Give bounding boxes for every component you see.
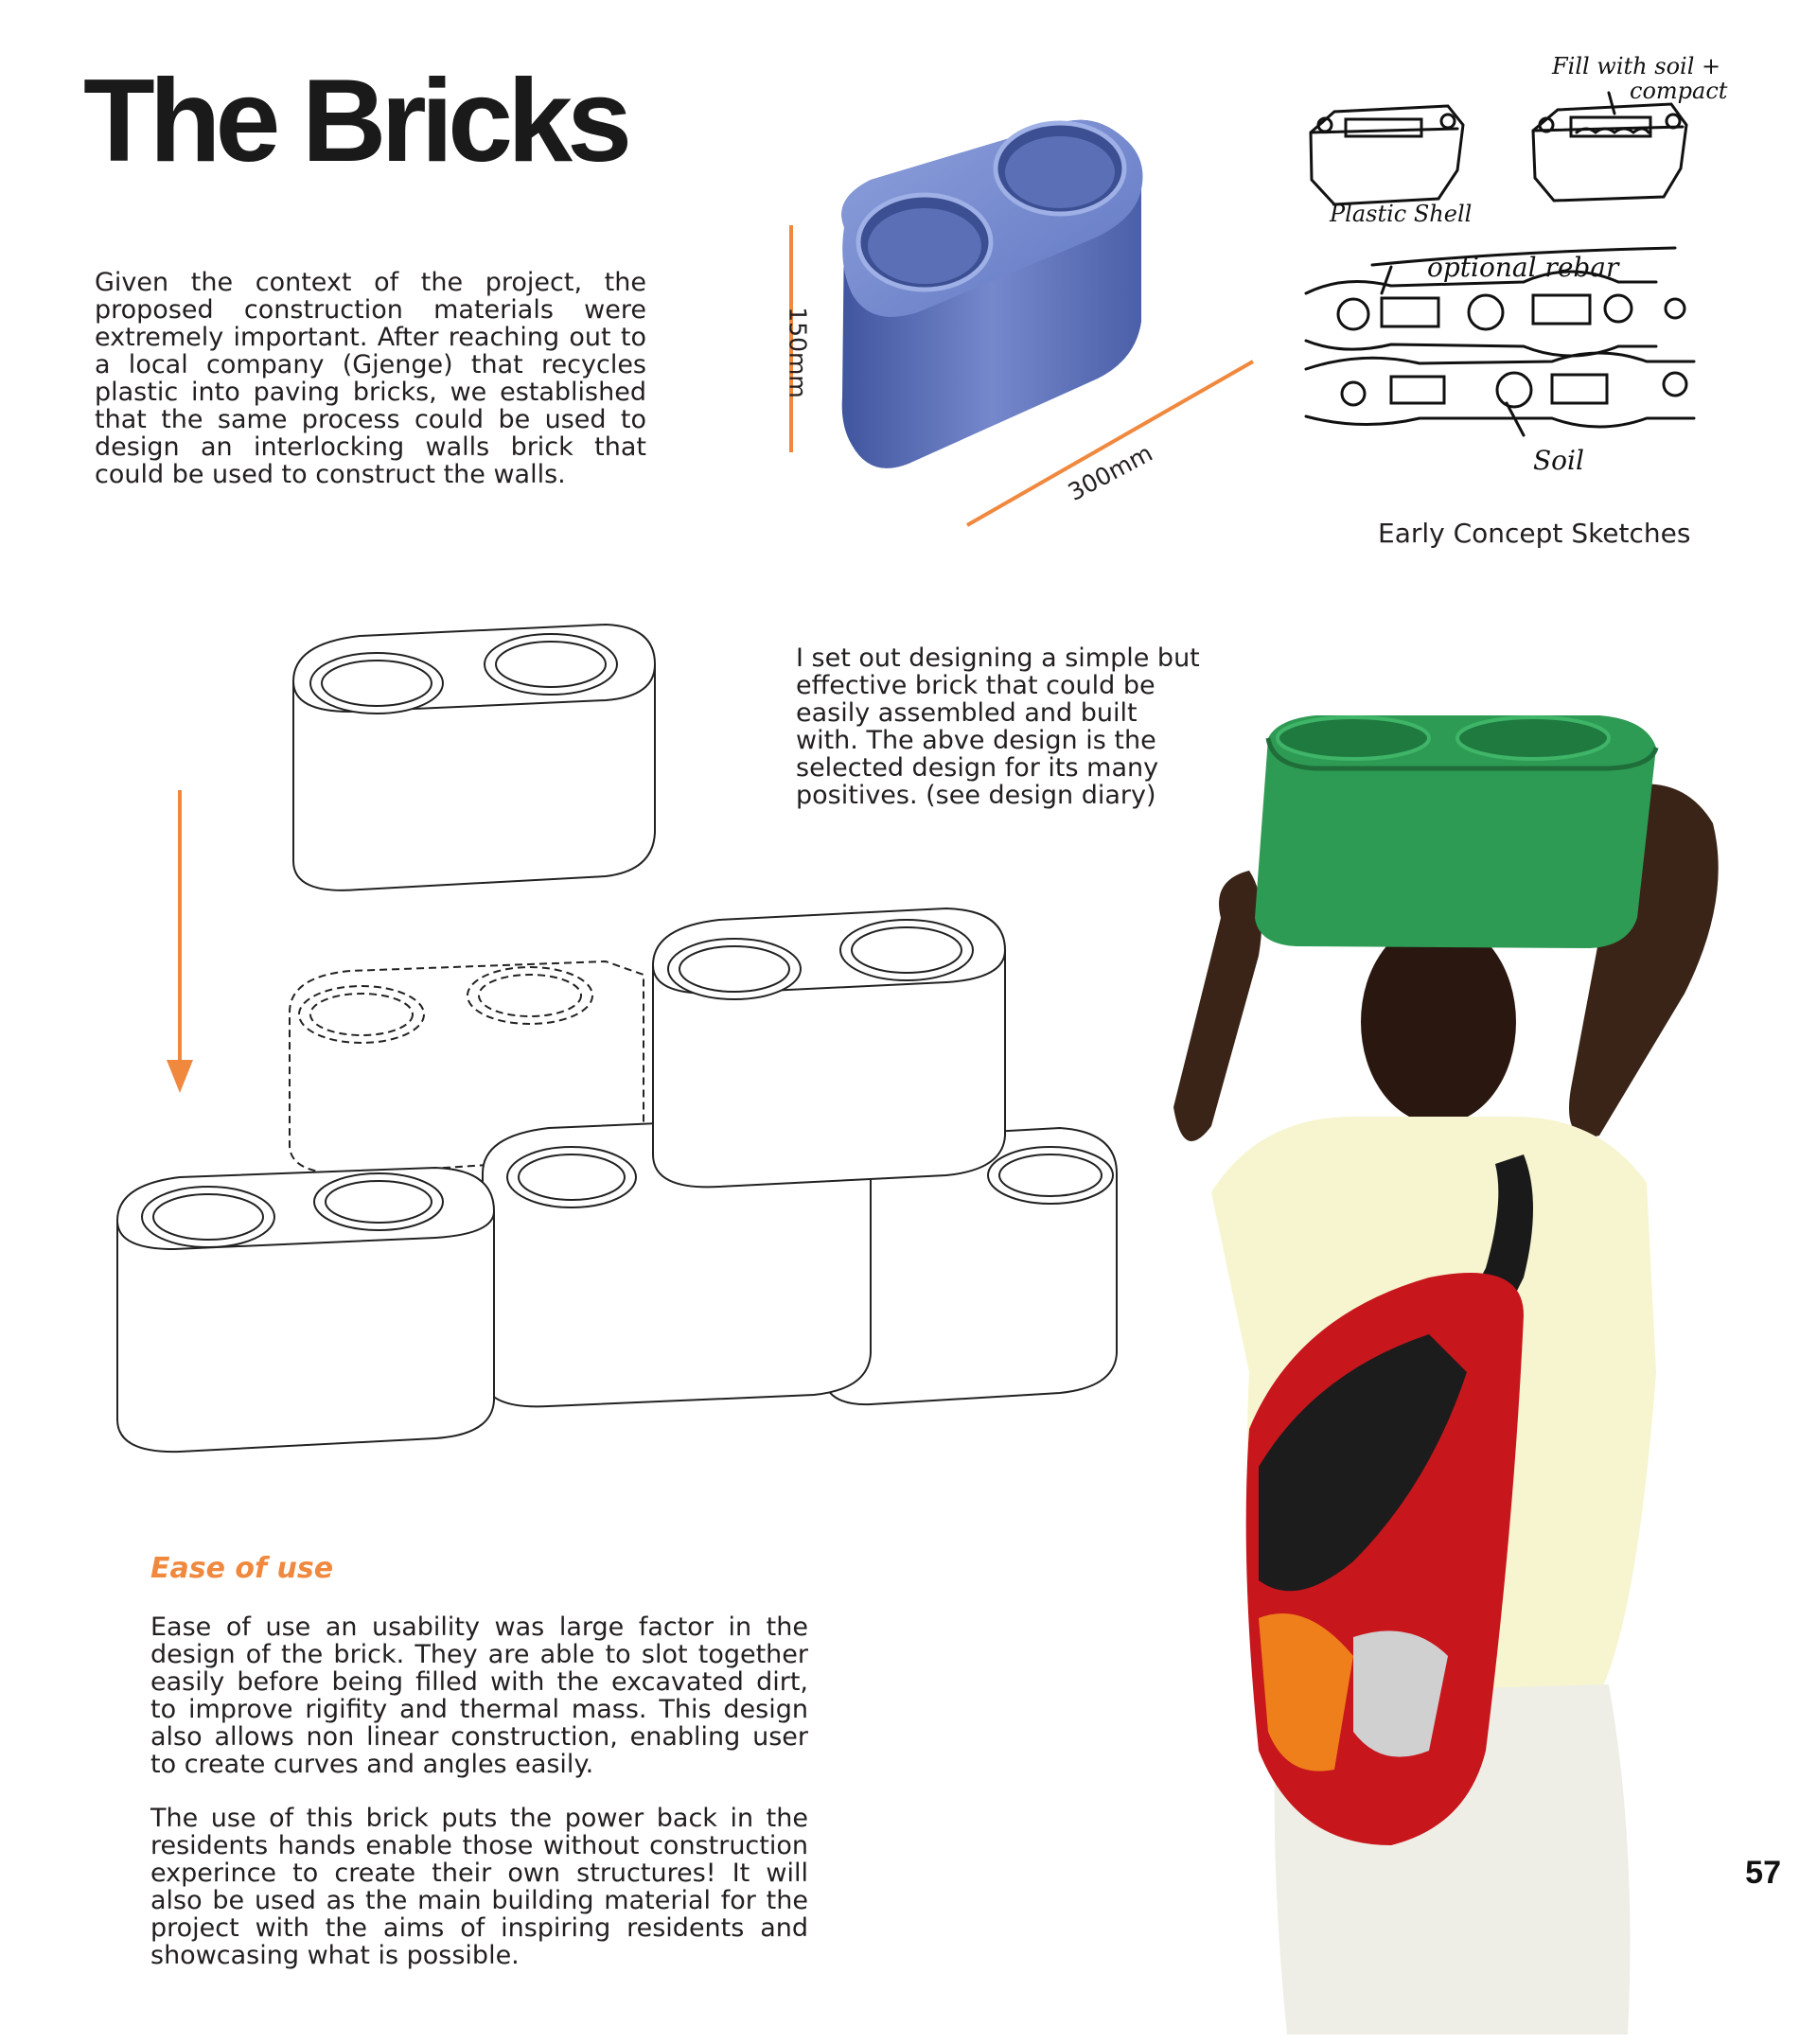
sketches-caption: Early Concept Sketches bbox=[1378, 518, 1691, 549]
height-dimension-label: 150mm bbox=[784, 307, 812, 398]
sketch-note-shell: Plastic Shell bbox=[1330, 201, 1473, 227]
page-title: The Bricks bbox=[83, 56, 627, 186]
blue-brick-render bbox=[776, 104, 1268, 539]
ease-of-use-paragraph-2: The use of this brick puts the power back in the residents hands enable those without construction experince to create their own structures! It will also be used as the main building material for the project with the aims of inspiring residents and showcasing what is possible. bbox=[150, 1804, 808, 1970]
page-number: 57 bbox=[1745, 1855, 1781, 1891]
sketch-note-rebar: optional rebar bbox=[1427, 252, 1619, 283]
length-dimension-label: 300mm bbox=[1063, 439, 1157, 506]
sketch-note-fill: Fill with soil + bbox=[1552, 53, 1721, 79]
intro-paragraph: Given the context of the project, the proposed construction materials were extremely important. After reaching out to a local company (Gjenge) that recycles plastic into paving bricks, we established that the same process could be used to design an interlocking walls brick that could be used to construct the walls. bbox=[95, 268, 646, 489]
design-note-paragraph: I set out designing a simple but effective brick that could be easily assembled and built with. The abve design is the selected design for its many positives. (see design diary) bbox=[796, 643, 1200, 810]
ease-of-use-heading: Ease of use bbox=[150, 1552, 334, 1585]
sketch-note-soil: Soil bbox=[1533, 445, 1584, 476]
ease-of-use-paragraph-1: Ease of use an usability was large factor in the design of the brick. They are able to slot together easily before being filled with the excavated dirt, to improve rigifity and thermal mass. This design also allows non linear construction, enabling user to create curves and angles easily. bbox=[150, 1612, 808, 1779]
child-carrying-brick-photo bbox=[1069, 710, 1770, 2044]
sketch-note-compact: compact bbox=[1630, 78, 1728, 104]
